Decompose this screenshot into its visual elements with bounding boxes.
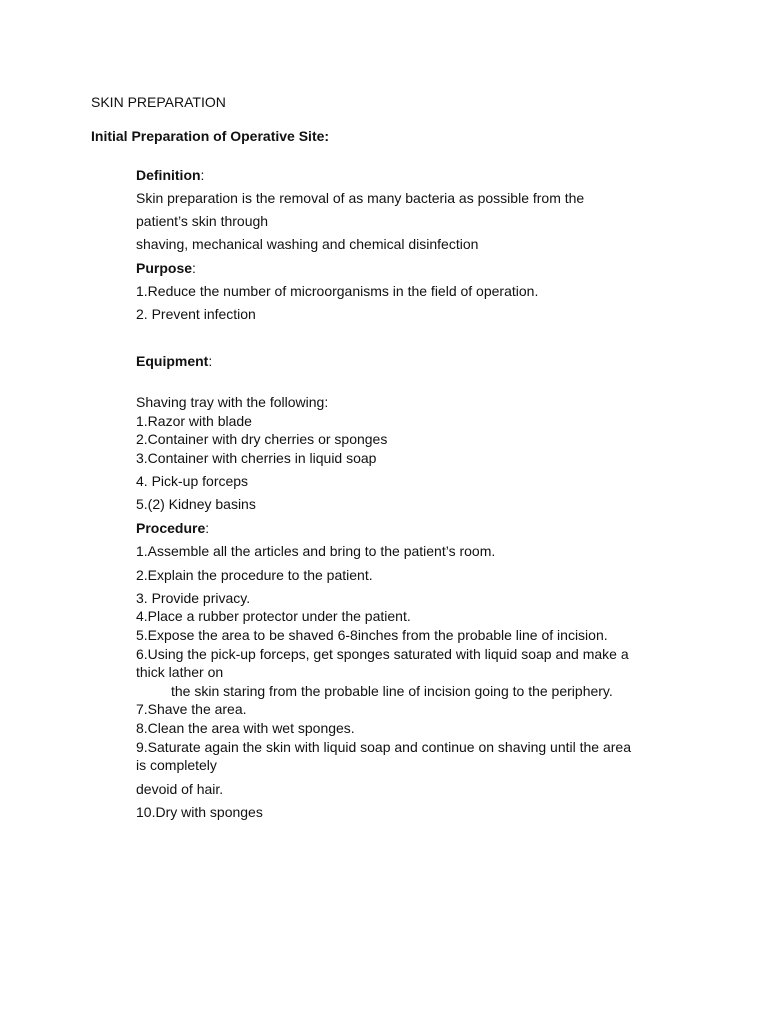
procedure-line: devoid of hair. bbox=[136, 781, 224, 797]
definition-heading: Definition bbox=[136, 167, 201, 183]
definition-line: patient’s skin through bbox=[136, 213, 269, 229]
procedure-line: 8.Clean the area with wet sponges. bbox=[136, 720, 355, 736]
procedure-line: 1.Assemble all the articles and bring to the patient’s room. bbox=[136, 543, 496, 559]
procedure-line: 3. Provide privacy. bbox=[136, 590, 251, 606]
equipment-heading: Equipment bbox=[136, 353, 209, 369]
equipment-intro: Shaving tray with the following: bbox=[136, 394, 329, 410]
equipment-item: 3.Container with cherries in liquid soap bbox=[136, 450, 377, 466]
procedure-line: thick lather on bbox=[136, 664, 224, 680]
purpose-colon: : bbox=[192, 260, 196, 276]
procedure-line: 6.Using the pick-up forceps, get sponges saturated with liquid soap and make a bbox=[136, 646, 629, 662]
procedure-line: is completely bbox=[136, 757, 217, 773]
procedure-line: 10.Dry with sponges bbox=[136, 804, 263, 820]
document-title: SKIN PREPARATION bbox=[91, 94, 226, 110]
purpose-item: 1.Reduce the number of microorganisms in the field of operation. bbox=[136, 283, 539, 299]
procedure-colon: : bbox=[205, 520, 210, 536]
equipment-heading-line bbox=[136, 352, 212, 370]
definition-colon: : bbox=[200, 167, 205, 183]
procedure-line: 4.Place a rubber protector under the patient. bbox=[136, 608, 411, 624]
purpose-item: 2. Prevent infection bbox=[136, 306, 256, 322]
section-subtitle: Initial Preparation of Operative Site: bbox=[91, 128, 330, 144]
purpose-heading: Purpose bbox=[136, 260, 193, 276]
equipment-colon: : bbox=[208, 353, 213, 369]
procedure-heading: Procedure bbox=[136, 520, 206, 536]
equipment-item: 4. Pick-up forceps bbox=[136, 473, 249, 489]
procedure-line: 9.Saturate again the skin with liquid soap and continue on shaving until the area bbox=[136, 739, 632, 755]
equipment-item: 2.Container with dry cherries or sponges bbox=[136, 431, 388, 447]
procedure-line: 5.Expose the area to be shaved 6-8inches from the probable line of incision. bbox=[136, 627, 608, 643]
definition-line: Skin preparation is the removal of as many bacteria as possible from the bbox=[136, 190, 585, 206]
procedure-line: 7.Shave the area. bbox=[136, 701, 247, 717]
purpose-heading-line bbox=[136, 259, 196, 277]
equipment-item: 5.(2) Kidney basins bbox=[136, 496, 256, 512]
equipment-item: 1.Razor with blade bbox=[136, 413, 252, 429]
procedure-heading-line bbox=[136, 519, 209, 537]
procedure-line: 2.Explain the procedure to the patient. bbox=[136, 567, 373, 583]
definition-line: shaving, mechanical washing and chemical disinfection bbox=[136, 236, 479, 252]
procedure-line: the skin staring from the probable line of incision going to the periphery. bbox=[171, 683, 613, 699]
definition-heading-line bbox=[136, 166, 204, 184]
